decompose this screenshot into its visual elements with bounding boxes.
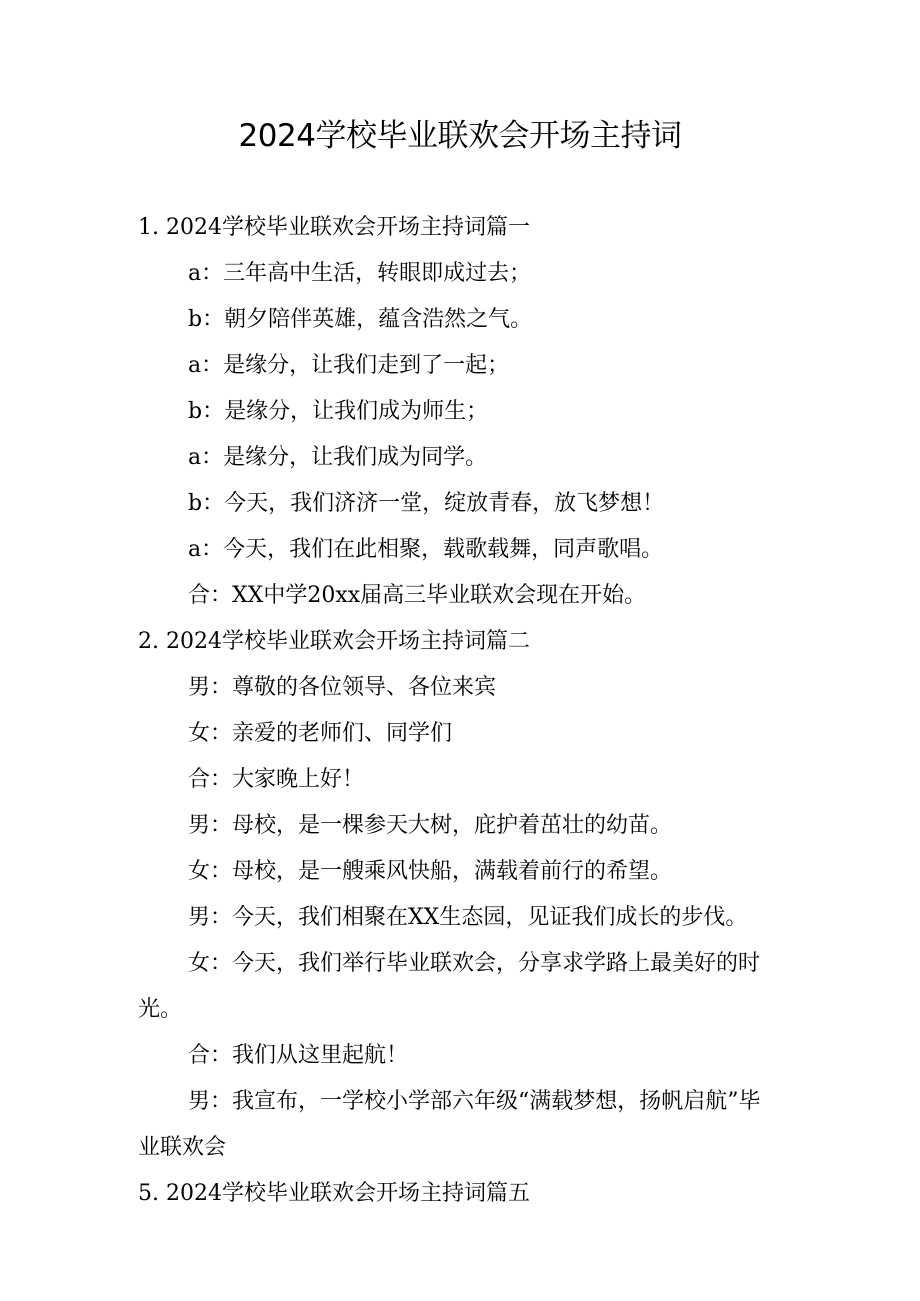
section-heading: 1. 2024学校毕业联欢会开场主持词篇一	[138, 215, 530, 240]
dialogue-line	[138, 297, 778, 343]
speaker-label: b：	[188, 399, 225, 424]
dialogue-text: 今天，我们举行毕业联欢会，分享求学路上最美好的时光。	[138, 951, 761, 1022]
dialogue-line	[138, 849, 778, 895]
dialogue-text: 大家晚上好！	[232, 767, 365, 792]
speaker-label: a：	[188, 445, 224, 470]
dialogue-text: 三年高中生活，转眼即成过去；	[223, 261, 532, 286]
speaker-label: 男：	[188, 1089, 233, 1114]
dialogue-text: 母校，是一棵参天大树，庇护着茁壮的幼苗。	[232, 813, 673, 838]
dialogue-text: 今天，我们相聚在XX生态园，见证我们成长的步伐。	[232, 905, 748, 930]
dialogue-text: 母校，是一艘乘风快船，满载着前行的希望。	[232, 859, 673, 884]
dialogue-line	[138, 573, 778, 619]
dialogue-text: 我们从这里起航！	[232, 1043, 409, 1068]
speaker-label: a：	[188, 261, 224, 286]
dialogue-text: 是缘分，让我们成为师生；	[224, 399, 489, 424]
dialogue-line	[138, 757, 778, 803]
dialogue-line	[138, 481, 778, 527]
speaker-label: b：	[188, 307, 225, 332]
dialogue-text: 朝夕陪伴英雄，蕴含浩然之气。	[224, 307, 533, 332]
dialogue-text: 今天，我们济济一堂，绽放青春，放飞梦想！	[224, 491, 665, 516]
speaker-label: a：	[188, 353, 224, 378]
dialogue-text: 今天，我们在此相聚，载歌载舞，同声歌唱。	[223, 537, 664, 562]
document-body	[138, 205, 778, 1217]
dialogue-line	[138, 895, 778, 941]
dialogue-line	[138, 803, 778, 849]
speaker-label: a：	[188, 537, 224, 562]
speaker-label: 女：	[188, 951, 233, 976]
section-heading: 5. 2024学校毕业联欢会开场主持词篇五	[138, 1181, 530, 1206]
speaker-label: 男：	[188, 813, 233, 838]
dialogue-line	[138, 251, 778, 297]
dialogue-paragraph	[138, 941, 768, 1033]
dialogue-text: 我宣布，一学校小学部六年级“满载梦想，扬帆启航”毕业联欢会	[138, 1089, 761, 1160]
speaker-label: b：	[188, 491, 225, 516]
dialogue-text: 尊敬的各位领导、各位来宾	[232, 675, 497, 700]
dialogue-text: 亲爱的老师们、同学们	[232, 721, 453, 746]
speaker-label: 合：	[188, 1043, 233, 1068]
dialogue-line	[138, 343, 778, 389]
dialogue-text: XX中学20xx届高三毕业联欢会现在开始。	[232, 583, 647, 608]
dialogue-line	[138, 389, 778, 435]
dialogue-line	[138, 711, 778, 757]
dialogue-text: 是缘分，让我们走到了一起；	[223, 353, 510, 378]
speaker-label: 男：	[188, 675, 233, 700]
dialogue-line	[138, 665, 778, 711]
speaker-label: 女：	[188, 859, 233, 884]
dialogue-paragraph	[138, 1079, 768, 1171]
dialogue-line	[138, 1033, 778, 1079]
speaker-label: 合：	[188, 767, 233, 792]
speaker-label: 男：	[188, 905, 233, 930]
dialogue-line	[138, 527, 778, 573]
document-title: 2024学校毕业联欢会开场主持词	[238, 118, 682, 154]
speaker-label: 女：	[188, 721, 233, 746]
speaker-label: 合：	[188, 583, 233, 608]
dialogue-line	[138, 435, 778, 481]
section-heading: 2. 2024学校毕业联欢会开场主持词篇二	[138, 629, 530, 654]
dialogue-text: 是缘分，让我们成为同学。	[223, 445, 488, 470]
